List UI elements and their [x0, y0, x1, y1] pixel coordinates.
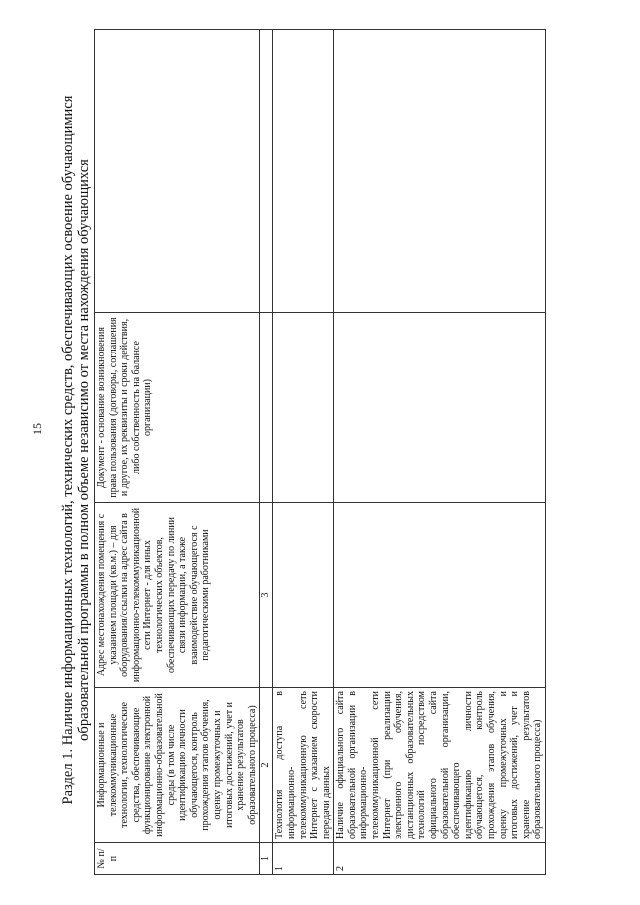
section-title — [60, 25, 94, 875]
column-number-cell — [260, 313, 273, 503]
header-cell-empty — [95, 30, 260, 313]
row-document — [273, 313, 334, 503]
rotated-page-content — [60, 25, 620, 875]
column-number-cell: 1 — [260, 843, 273, 875]
row-address — [273, 503, 334, 688]
row-extra — [273, 30, 334, 313]
row-number: 2 — [334, 843, 546, 875]
header-cell-number: № п/п — [95, 843, 260, 875]
table-header-row — [95, 30, 260, 875]
technologies-table — [94, 29, 546, 875]
header-cell-address: Адрес местонахождения помещения с указанием площади (кв.м.) – для оборудования/ссылки на адрес сайта в информационно-телекоммуникационной сети Интернет - для иных технологических объектов, обеспечивающих передачу по линии связи информации, а также взаимодействие обучающегося с педагогическими работниками — [95, 503, 260, 688]
row-address — [334, 503, 546, 688]
column-number-cell: 2 — [260, 688, 273, 843]
table-row — [273, 30, 334, 875]
column-number-cell — [260, 30, 273, 313]
section-title-line-1: Раздел 1. Наличие информационных технологий, технических средств, обеспечивающих освоение обучающимися — [60, 95, 76, 805]
row-number: 1 — [273, 843, 334, 875]
table-row — [334, 30, 546, 875]
column-number-row — [260, 30, 273, 875]
row-technology: Технология доступа в информационно-телекоммуникационную сеть Интернет с указанием скорости передачи данных — [273, 688, 334, 843]
column-number-cell: 3 — [260, 503, 273, 688]
page-number: 15 — [30, 423, 44, 435]
row-technology: Наличие официального сайта образовательной организации в информационно-телекоммуникационной сети Интернет (при реализации электронного обучения, дистанционных образовательных технологий посредством официального сайта образовательной организации, обеспечивающего идентификацию личности обучающегося, контроль прохождения этапов обучения, оценку промежуточных и итоговых достижений, учет и хранение результатов образовательного процесса) — [334, 688, 546, 843]
header-cell-document: Документ - основание возникновения права пользования (договоры, соглашения и другое, их реквизиты и сроки действия, либо собственность на балансе организации) — [95, 313, 260, 503]
header-cell-technologies: Информационные и телекоммуникационные технологии, технологические средства, обеспечивающие функционирование электронной информационно-образовательной среды (в том числе идентификацию личности обучающегося, контроль прохождения этапов обучения, оценку промежуточных и итоговых достижений, учет и хранение результатов образовательного процесса) — [95, 688, 260, 843]
section-title-line-2: образовательной программы в полном объеме независимо от места нахождения обучающихся — [76, 159, 92, 741]
row-document — [334, 313, 546, 503]
row-extra — [334, 30, 546, 313]
